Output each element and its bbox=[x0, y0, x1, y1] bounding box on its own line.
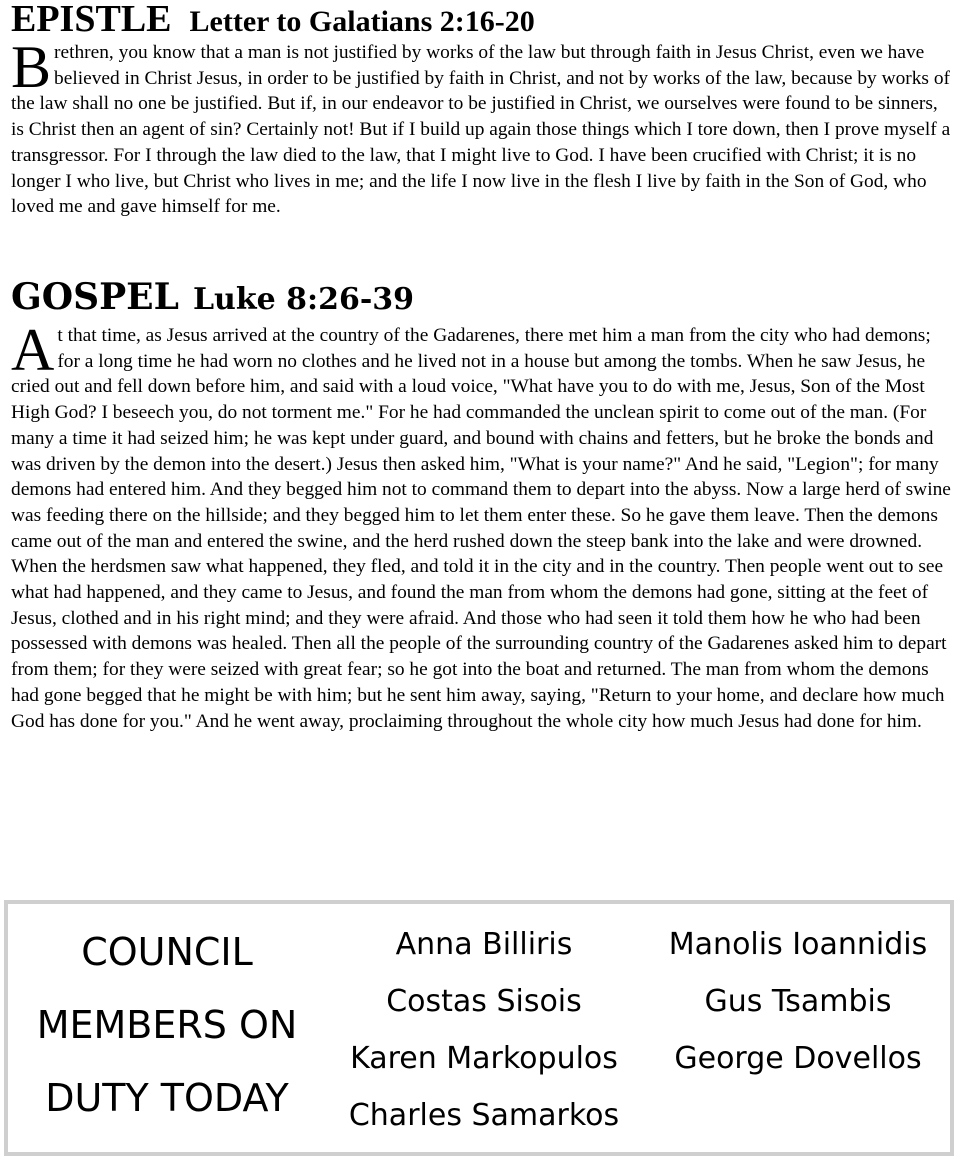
epistle-paragraph bbox=[11, 34, 951, 220]
epistle-reading bbox=[11, 34, 951, 220]
gospel-reading bbox=[11, 317, 951, 734]
council-title-line: COUNCIL bbox=[81, 930, 253, 974]
epistle-reference: Letter to Galatians 2:16-20 bbox=[189, 5, 535, 38]
gospel-paragraph bbox=[11, 317, 951, 734]
epistle-body: rethren, you know that a man is not justified by works of the law but through faith in Jesus Christ, even we have believed in Christ Jesus, in order to be justified by faith in Christ, and not by works of the law, because by works of the law shall no one be justified. But if, in our endeavor to be justified in Christ, we ourselves were found to be sinners, is Christ then an agent of sin? Certainly not! But if I build up again those things which I tore down, then I prove myself a transgressor. For I through the law died to the law, that I might live to God. I have been crucified with Christ; it is no longer I who live, but Christ who lives in me; and the life I now live in the flesh I live by faith in the Son of God, who loved me and gave himself for me. bbox=[11, 42, 951, 218]
council-member-name: Karen Markopulos bbox=[350, 1041, 618, 1076]
council-members-column-2 bbox=[638, 924, 958, 1095]
council-members-column-1 bbox=[324, 924, 644, 1152]
council-member-name: Costas Sisois bbox=[386, 984, 582, 1019]
council-member-name: Gus Tsambis bbox=[704, 984, 892, 1019]
gospel-dropcap: A bbox=[11, 317, 55, 383]
council-member-name: Manolis Ioannidis bbox=[668, 927, 928, 962]
council-title bbox=[22, 924, 312, 1143]
epistle-dropcap: B bbox=[11, 34, 52, 100]
council-title-line: MEMBERS ON bbox=[36, 1003, 298, 1047]
council-title-line: DUTY TODAY bbox=[45, 1076, 289, 1120]
council-members-box bbox=[4, 900, 954, 1156]
gospel-heading bbox=[11, 276, 415, 318]
epistle-label: EPISTLE bbox=[11, 0, 172, 40]
epistle-heading bbox=[11, 0, 535, 38]
gospel-label: GOSPEL bbox=[11, 276, 179, 318]
gospel-body: t that time, as Jesus arrived at the country of the Gadarenes, there met him a man from the city who had demons; for a long time he had worn no clothes and he lived not in a house but among the tombs. When he saw Jesus, he cried out and fell down before him, and said with a loud voice, "What have you to do with me, Jesus, Son of the Most High God? I beseech you, do not torment me." For he had commanded the unclean spirit to come out of the man. (For many a time it had seized him; he was kept under guard, and bound with chains and fetters, but he broke the bonds and was driven by the demon into the desert.) Jesus then asked him, "What is your name?" And he said, "Legion"; for many demons had entered him. And they begged him not to command them to depart into the abyss. Now a large herd of swine was feeding there on the hillside; and they begged him to let them enter these. So he gave them leave. Then the demons came out of the man and entered the swine, and the herd rushed down the steep bank into the lake and were drowned. When the herdsmen saw what happened, they fled, and told it in the city and in the country. Then people went out to see what had happened, and they came to Jesus, and found the man from whom the demons had gone, sitting at the feet of Jesus, clothed and in his right mind; and they were afraid. And those who had seen it told them how he who had been possessed with demons was healed. Then all the people of the surrounding country of the Gadarenes asked him to depart from them; for they were seized with great fear; so he got into the boat and returned. The man from whom the demons had gone begged that he might be with him; but he sent him away, saying, "Return to your home, and declare how much God has done for you." And he went away, proclaiming throughout the whole city how much Jesus had done for him. bbox=[11, 325, 951, 732]
council-member-name: Charles Samarkos bbox=[348, 1098, 620, 1133]
council-member-name: George Dovellos bbox=[674, 1041, 922, 1076]
gospel-reference: Luke 8:26-39 bbox=[192, 282, 415, 317]
council-member-name: Anna Billiris bbox=[395, 927, 573, 962]
